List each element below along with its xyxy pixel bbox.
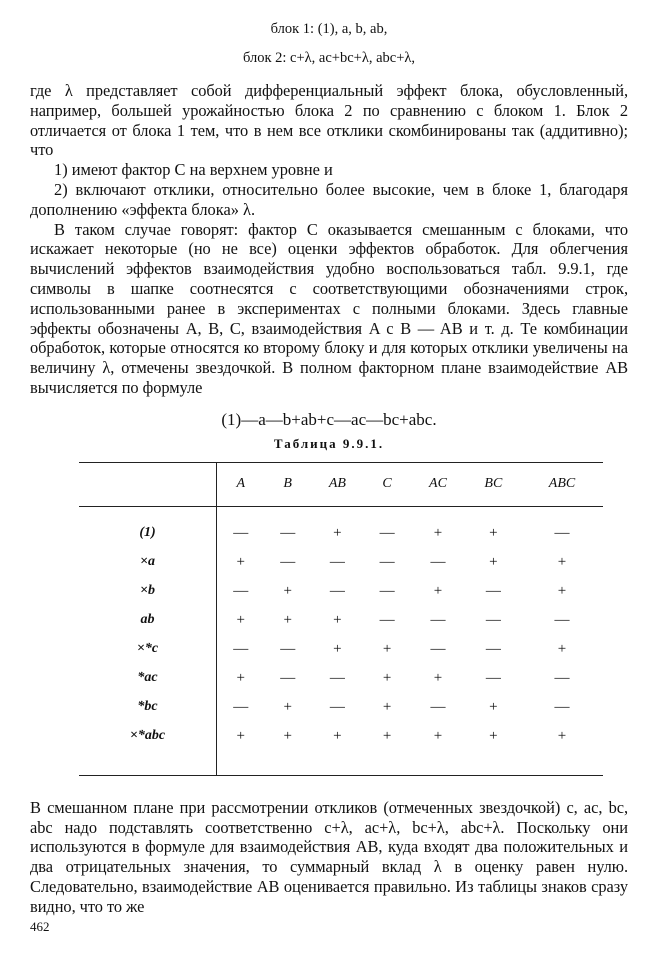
table-header-row <box>79 462 603 506</box>
col-header: B <box>264 462 310 506</box>
list-item-2: 2) включают отклики, относительно более высокие, чем в блоке 1, благодаря дополнению «эффекта блока» λ. <box>30 179 628 219</box>
row-label: ×*abc <box>79 722 217 776</box>
sign-cell: — <box>379 611 395 628</box>
sign-cell: + <box>283 611 292 628</box>
col-header: AC <box>410 462 465 506</box>
sign-cell: — <box>554 611 570 628</box>
sign-cell: + <box>236 553 245 570</box>
sign-cell: — <box>430 611 446 628</box>
sign-cell: + <box>283 698 292 715</box>
paragraph-2: В таком случае говорят: фактор C оказывается смешанным с блоками, что искажает некоторые (но не все) оценки эффектов обработок. Для облегчения вычислений эффектов взаимодействия удобно воспользоваться табл. 9.9.1, где символы в шапке соотнесятся с соответствующими обозначениями строк, использованными ранее в экспериментах с полными блоками. Здесь главные эффекты обозначены A, B, C, взаимодействия A с B — AB и т. д. Те комбинации обработок, которые относятся ко второму блоку и для которых отклики увеличены на величину λ, отмечены звездочкой. В полном факторном плане взаимодействие AB вычисляется по формуле <box>30 219 628 397</box>
sign-cell: — <box>379 582 395 599</box>
table-row <box>79 693 603 722</box>
sign-cell: — <box>233 524 249 541</box>
sign-cell: — <box>430 698 446 715</box>
sign-cell: — <box>280 669 296 686</box>
sign-cell: + <box>466 722 521 776</box>
sign-cell: — <box>379 524 395 541</box>
sign-cell: — <box>329 698 345 715</box>
sign-cell: — <box>233 582 249 599</box>
sign-cell: + <box>333 611 342 628</box>
sign-cell: + <box>489 553 498 570</box>
sign-cell: — <box>485 582 501 599</box>
list-item-1: 1) имеют фактор C на верхнем уровне и <box>54 160 333 180</box>
col-header: AB <box>311 462 364 506</box>
table-row <box>79 548 603 577</box>
table-row <box>79 635 603 664</box>
col-header: ABC <box>521 462 603 506</box>
sign-cell: + <box>364 722 410 776</box>
sign-cell: + <box>489 524 498 541</box>
sign-cell: — <box>233 640 249 657</box>
sign-cell: — <box>485 669 501 686</box>
sign-cell: — <box>554 669 570 686</box>
row-label: *ac <box>79 664 217 693</box>
sign-cell: + <box>333 524 342 541</box>
row-label: *bc <box>79 693 217 722</box>
sign-cell: + <box>333 640 342 657</box>
sign-cell: + <box>236 669 245 686</box>
page <box>30 14 628 935</box>
sign-cell: — <box>329 582 345 599</box>
sign-cell: — <box>329 553 345 570</box>
sign-cell: + <box>521 722 603 776</box>
sign-cell: + <box>264 722 310 776</box>
formula-ab: (1)—a—b+ab+c—ac—bc+abc. <box>221 409 437 429</box>
sign-cell: + <box>382 640 392 657</box>
sign-cell: — <box>485 611 501 628</box>
table-row <box>79 506 603 548</box>
sign-cell: + <box>311 722 364 776</box>
sign-cell: — <box>379 553 395 570</box>
sign-cell: + <box>433 669 443 686</box>
sign-cell: — <box>233 698 249 715</box>
row-label: ×a <box>79 548 217 577</box>
block1-line: блок 1: (1), a, b, ab, <box>270 21 388 37</box>
col-header: BC <box>466 462 521 506</box>
block2-line: блок 2: c+λ, ac+bc+λ, abc+λ, <box>242 50 416 66</box>
sign-cell: — <box>280 640 296 657</box>
signs-table <box>79 462 603 776</box>
sign-cell: — <box>280 524 296 541</box>
sign-cell: + <box>489 698 498 715</box>
sign-cell: — <box>554 698 570 715</box>
sign-cell: + <box>410 722 465 776</box>
sign-cell: + <box>557 640 567 657</box>
sign-cell: + <box>217 722 265 776</box>
table-row <box>79 664 603 693</box>
col-header: A <box>217 462 265 506</box>
sign-cell: + <box>433 582 443 599</box>
sign-cell: — <box>430 553 446 570</box>
page-number: 462 <box>30 918 50 934</box>
sign-cell: — <box>280 553 296 570</box>
sign-cell: — <box>329 669 345 686</box>
sign-cell: + <box>283 582 292 599</box>
table-corner-cell <box>79 462 217 506</box>
sign-cell: + <box>557 553 567 570</box>
row-label: ×b <box>79 577 217 606</box>
sign-cell: + <box>382 698 392 715</box>
paragraph-3: В смешанном плане при рассмотрении откликов (отмеченных звездочкой) c, ac, bc, abc надо подставлять соответственно c+λ, ac+λ, bc+λ, abc+λ. Поскольку они используются в формуле для взаимодействия AB, куда входят два положительных и два отрицательных значения, то суммарный вклад λ в оценку равен нулю. Следовательно, взаимодействие AB оценивается правильно. Из таблицы знаков сразу видно, что то же <box>30 797 628 916</box>
table-caption: Таблица 9.9.1. <box>273 435 385 451</box>
sign-cell: — <box>554 524 570 541</box>
row-label: ab <box>79 606 217 635</box>
sign-cell: + <box>433 524 443 541</box>
row-label: ×*c <box>79 635 217 664</box>
table-row <box>79 722 603 776</box>
sign-cell: + <box>382 669 392 686</box>
table-row <box>79 606 603 635</box>
sign-cell: — <box>485 640 501 657</box>
sign-cell: + <box>236 611 245 628</box>
paragraph-1: где λ представляет собой дифференциальный эффект блока, обусловленный, например, большей урожайностью блока 2 по сравнению с блоком 1. Блок 2 отличается от блока 1 тем, что в нем все отклики скомбинированы так (аддитивно); что <box>30 81 628 160</box>
row-label: (1) <box>79 506 217 548</box>
sign-cell: — <box>430 640 446 657</box>
sign-cell: + <box>557 582 567 599</box>
col-header: C <box>364 462 410 506</box>
table-row <box>79 577 603 606</box>
